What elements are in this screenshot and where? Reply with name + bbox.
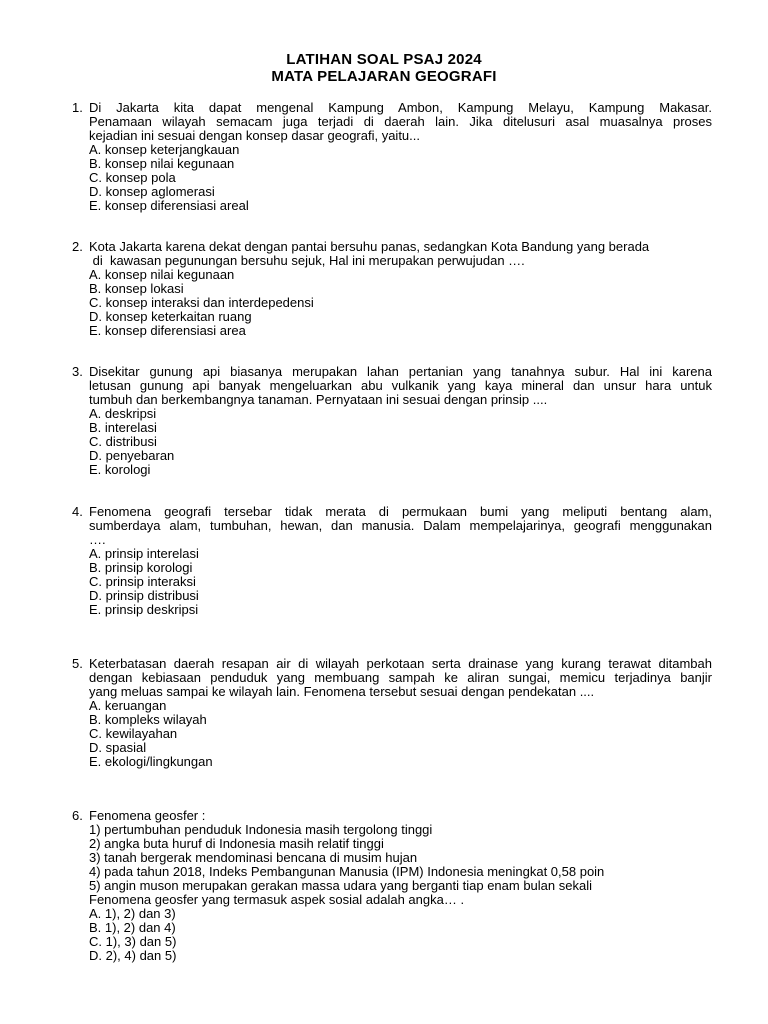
option-b[interactable]: B. konsep nilai kegunaan bbox=[89, 156, 235, 171]
question-number: 3. bbox=[72, 364, 83, 379]
stem-line: sumberdaya alam, tumbuhan, hewan, dan manusia. Dalam mempelajarinya, geografi menggunakan bbox=[89, 518, 712, 533]
option-e[interactable]: E. konsep diferensiasi area bbox=[89, 323, 246, 338]
option-e[interactable]: E. korologi bbox=[89, 462, 151, 477]
option-a[interactable]: A. deskripsi bbox=[89, 406, 157, 421]
question-stem bbox=[89, 809, 729, 963]
option-b[interactable]: B. kompleks wilayah bbox=[89, 712, 207, 727]
option-d[interactable]: D. spasial bbox=[89, 740, 147, 755]
option-a[interactable]: A. konsep keterjangkauan bbox=[89, 142, 240, 157]
stem-line: Di Jakarta kita dapat mengenal Kampung Ambon, Kampung Melayu, Kampung Makasar. bbox=[89, 100, 712, 115]
stem-line: 1) pertumbuhan penduduk Indonesia masih tergolong tinggi bbox=[89, 822, 433, 837]
option-d[interactable]: D. konsep aglomerasi bbox=[89, 184, 215, 199]
stem-line: …. bbox=[89, 532, 106, 547]
option-a[interactable]: A. prinsip interelasi bbox=[89, 546, 199, 561]
question-stem bbox=[89, 505, 712, 617]
option-a[interactable]: A. 1), 2) dan 3) bbox=[89, 906, 176, 921]
stem-line: Keterbatasan daerah resapan air di wilayah perkotaan serta drainase yang kurang terawat ditambah bbox=[89, 656, 712, 671]
stem-line: di kawasan pegunungan bersuhu sejuk, Hal ini merupakan perwujudan …. bbox=[89, 253, 525, 268]
stem-line: 2) angka buta huruf di Indonesia masih relatif tinggi bbox=[89, 836, 384, 851]
option-b[interactable]: B. 1), 2) dan 4) bbox=[89, 920, 176, 935]
option-b[interactable]: B. prinsip korologi bbox=[89, 560, 193, 575]
option-e[interactable]: E. prinsip deskripsi bbox=[89, 602, 199, 617]
question-stem bbox=[89, 657, 712, 769]
stem-line: 5) angin muson merupakan gerakan massa udara yang berganti tiap enam bulan sekali bbox=[89, 878, 592, 893]
question-number: 5. bbox=[72, 656, 83, 671]
stem-line: Fenomena geografi tersebar tidak merata di permukaan bumi yang meliputi bentang alam, bbox=[89, 504, 712, 519]
option-b[interactable]: B. konsep lokasi bbox=[89, 281, 184, 296]
stem-line: Fenomena geosfer : bbox=[89, 808, 206, 823]
stem-line: 4) pada tahun 2018, Indeks Pembangunan Manusia (IPM) Indonesia meningkat 0,58 poin bbox=[89, 864, 605, 879]
option-c[interactable]: C. konsep interaksi dan interdepedensi bbox=[89, 295, 314, 310]
stem-line: letusan gunung api banyak mengeluarkan abu vulkanik yang kaya mineral dan unsur hara untuk bbox=[89, 378, 712, 393]
option-c[interactable]: C. prinsip interaksi bbox=[89, 574, 196, 589]
question-number: 2. bbox=[72, 239, 83, 254]
option-d[interactable]: D. prinsip distribusi bbox=[89, 588, 199, 603]
question-number: 4. bbox=[72, 504, 83, 519]
stem-line: Fenomena geosfer yang termasuk aspek sosial adalah angka… . bbox=[89, 892, 465, 907]
question-stem bbox=[89, 240, 729, 338]
question-stem bbox=[89, 101, 712, 213]
stem-line: Kota Jakarta karena dekat dengan pantai bersuhu panas, sedangkan Kota Bandung yang berada bbox=[89, 239, 650, 254]
option-e[interactable]: E. ekologi/lingkungan bbox=[89, 754, 213, 769]
document-title: LATIHAN SOAL PSAJ 2024 bbox=[286, 51, 482, 68]
option-a[interactable]: A. konsep nilai kegunaan bbox=[89, 267, 235, 282]
stem-line: 3) tanah bergerak mendominasi bencana di musim hujan bbox=[89, 850, 418, 865]
stem-line: yang meluas sampai ke wilayah lain. Fenomena tersebut sesuai dengan pendekatan .... bbox=[89, 684, 595, 699]
document-subtitle: MATA PELAJARAN GEOGRAFI bbox=[271, 68, 497, 85]
question-stem bbox=[89, 365, 712, 477]
stem-line: tumbuh dan berkembangnya tanaman. Pernyataan ini sesuai dengan prinsip .... bbox=[89, 392, 548, 407]
option-c[interactable]: C. konsep pola bbox=[89, 170, 176, 185]
option-d[interactable]: D. penyebaran bbox=[89, 448, 175, 463]
option-c[interactable]: C. distribusi bbox=[89, 434, 157, 449]
stem-line: Disekitar gunung api biasanya merupakan lahan pertanian yang tanahnya subur. Hal ini karena bbox=[89, 364, 712, 379]
option-a[interactable]: A. keruangan bbox=[89, 698, 167, 713]
option-d[interactable]: D. 2), 4) dan 5) bbox=[89, 948, 177, 963]
option-c[interactable]: C. kewilayahan bbox=[89, 726, 178, 741]
stem-line: Penamaan wilayah semacam juga terjadi di daerah lain. Jika ditelusuri asal muasalnya proses bbox=[89, 114, 712, 129]
option-d[interactable]: D. konsep keterkaitan ruang bbox=[89, 309, 252, 324]
question-number: 6. bbox=[72, 808, 83, 823]
question-number: 1. bbox=[72, 100, 83, 115]
stem-line: dengan kebiasaan penduduk yang membuang sampah ke aliran sungai, memicu terjadinya banjir bbox=[89, 670, 712, 685]
option-c[interactable]: C. 1), 3) dan 5) bbox=[89, 934, 177, 949]
option-e[interactable]: E. konsep diferensiasi areal bbox=[89, 198, 249, 213]
stem-line: kejadian ini sesuai dengan konsep dasar geografi, yaitu... bbox=[89, 128, 420, 143]
option-b[interactable]: B. interelasi bbox=[89, 420, 157, 435]
